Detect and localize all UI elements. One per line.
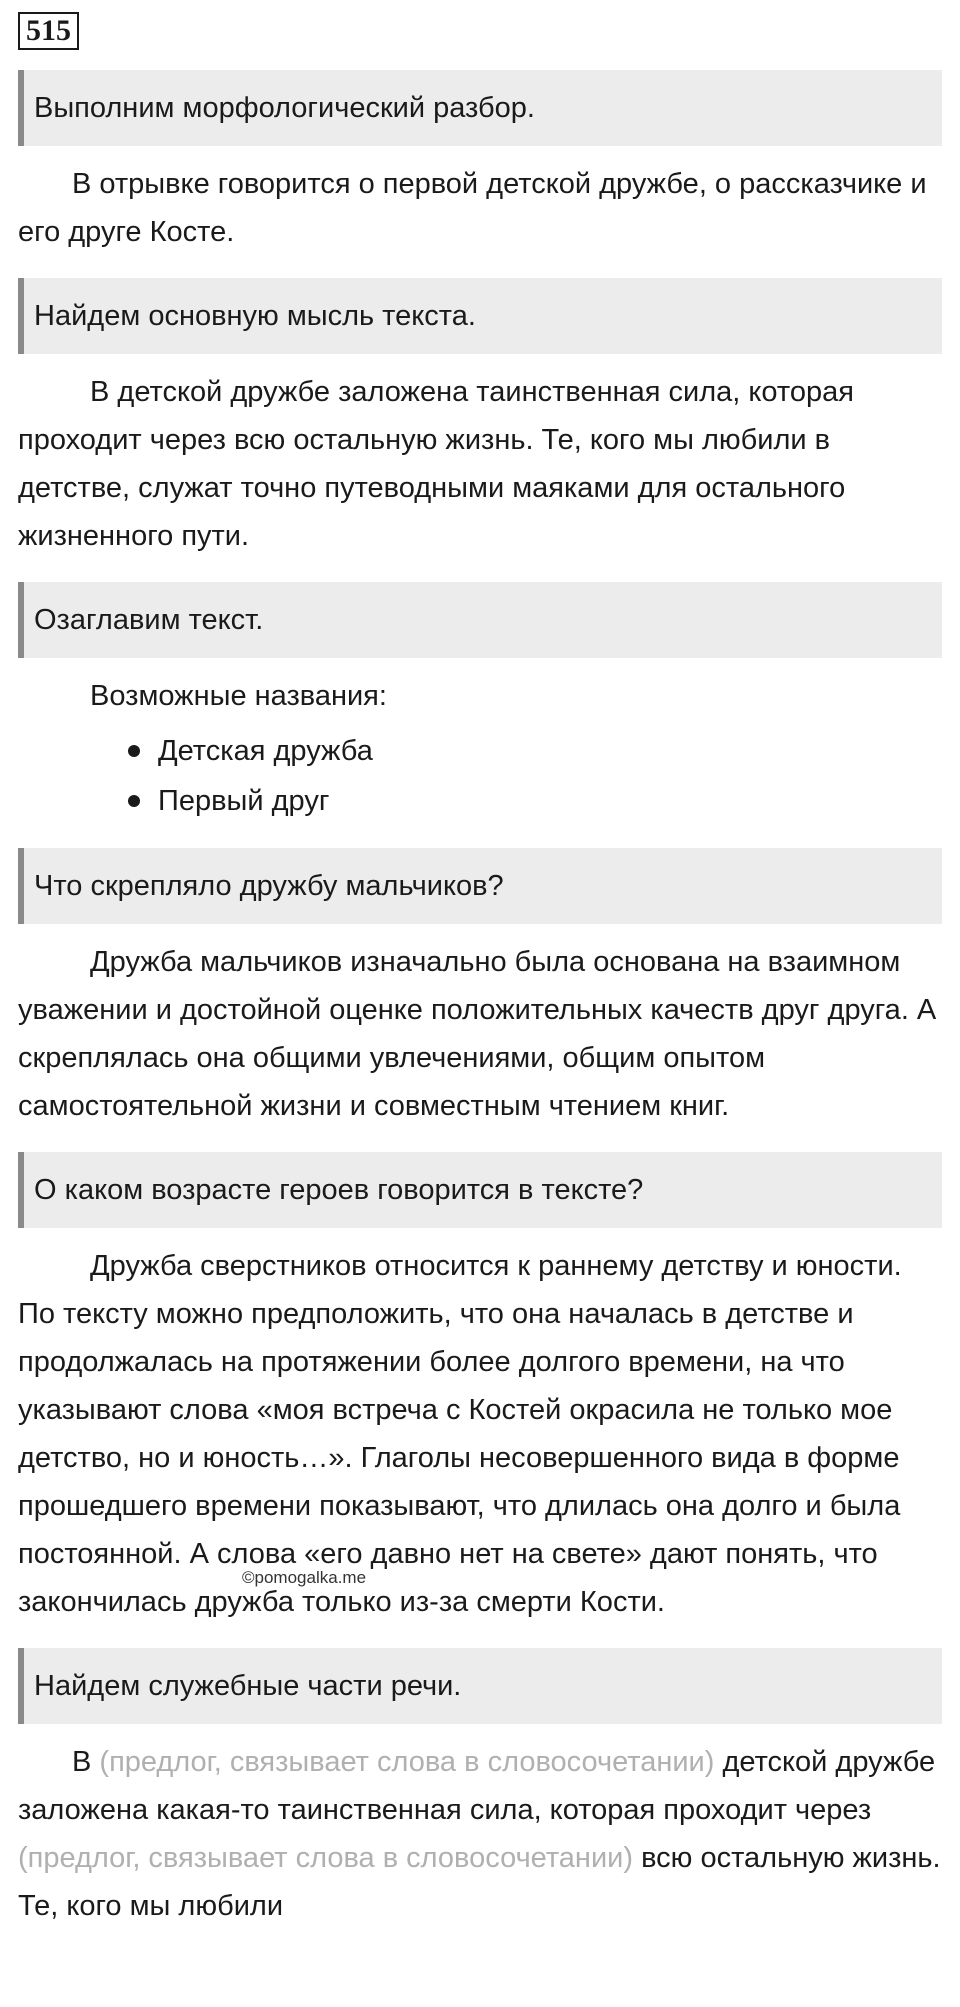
section-header-function-words: Найдем служебные части речи. — [18, 1648, 942, 1724]
annotation-text: (предлог, связывает слова в словосочетании) — [99, 1746, 715, 1778]
list-item: Первый друг — [158, 776, 942, 826]
section-paragraph-friendship: Дружба мальчиков изначально была основана на взаимном уважении и достойной оценке положительных качеств друг друга. А скреплялась она общими увлечениями, общим опытом самостоятельной жизни и совместным чтением книг. — [18, 946, 937, 1122]
section-paragraph-morphology: В отрывке говорится о первой детской дружбе, о рассказчике и его друге Косте. — [18, 168, 927, 248]
list-item: Детская дружба — [158, 726, 942, 776]
text-run: В — [72, 1746, 100, 1778]
section-paragraph-age: Дружба сверстников относится к раннему детству и юности. По тексту можно предположить, что она началась в детстве и продолжалась на протяжении более долгого времени, на что указывают слова «моя встреча с Костей окрасила не только мое детство, но и юность…». Глаголы несовершенного вида в форме прошедшего времени показывают, что длилась она долго и была постоянной. А слова «его давно нет на свете» дают понять, что закончилась дружба только из-за смерти Кости. — [18, 1250, 902, 1618]
section-lead-titles: Возможные названия: — [90, 680, 387, 712]
section-header-friendship: Что скрепляло дружбу мальчиков? — [18, 848, 942, 924]
watermark: ©pomogalka.me — [242, 1568, 367, 1587]
text-run: детской дружбе заложена какая-то таинственная сила, которая проходит через — [18, 1746, 936, 1826]
title-options-list — [18, 726, 942, 826]
text-run: всю остальную жизнь. Те, кого мы любили — [18, 1842, 941, 1922]
section-header-main-idea: Найдем основную мысль текста. — [18, 278, 942, 354]
section-paragraph-function-words — [18, 1738, 942, 1930]
section-paragraph-main-idea: В детской дружбе заложена таинственная сила, которая проходит через всю остальную жизнь. Те, кого мы любили в детстве, служат точно путеводными маяками для остального жизненного пути. — [18, 376, 854, 552]
section-header-morphology: Выполним морфологический разбор. — [18, 70, 942, 146]
task-number-badge: 515 — [18, 12, 79, 50]
section-header-title: Озаглавим текст. — [18, 582, 942, 658]
annotation-text: (предлог, связывает слова в словосочетании) — [18, 1842, 634, 1874]
section-header-age: О каком возрасте героев говорится в тексте? — [18, 1152, 942, 1228]
